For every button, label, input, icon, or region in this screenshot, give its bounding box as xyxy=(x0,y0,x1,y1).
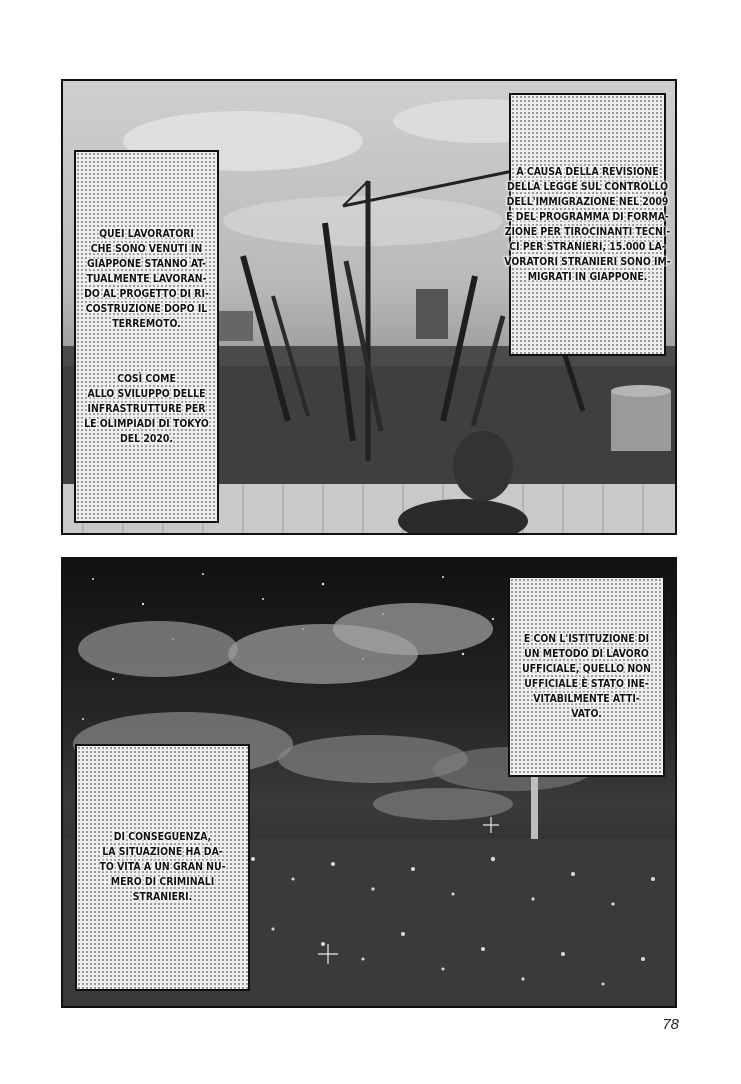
caption-immigration-law-text: A CAUSA DELLA REVISIONE DELLA LEGGE SUL CONTROLLO DELL'IMMIGRAZIONE NEL 2009 E DEL PROGRAMMA DI FORMA- ZIONE PER TIROCINANTI TECNI- CI PER STRANIERI, 15.000 LA- VORATORI STRANIERI SONO IM- MIGRATI IN GIAPPONE. xyxy=(504,165,671,283)
panel-night-city xyxy=(61,557,677,1008)
caption-official-method xyxy=(508,576,665,777)
caption-foreign-criminals xyxy=(75,744,250,991)
caption-foreign-criminals-text: DI CONSEGUENZA, LA SITUAZIONE HA DA- TO VITA A UN GRAN NU- MERO DI CRIMINALI STRANIERI. xyxy=(99,831,226,903)
caption-immigration-law xyxy=(504,93,671,356)
caption-official-method-text: E CON L'ISTITUZIONE DI UN METODO DI LAVORO UFFICIALE, QUELLO NON UFFICIALE È STATO INE- VITABILMENTE ATTI- VATO. xyxy=(522,632,651,720)
panel-construction-site xyxy=(61,79,677,535)
caption-workers-reconstruction-text: QUEI LAVORATORI CHE SONO VENUTI IN GIAPPONE STANNO AT- TUALMENTE LAVORAN- DO AL PROGETTO DI RI- COSTRUZIONE DOPO IL TERREMOTO. COSÌ COME ALLO SVILUPPO DELLE INFRASTRUTTURE PER LE OLIMPIADI DI TOKYO DEL 2020. xyxy=(84,227,209,445)
page-number: 78 xyxy=(662,1016,679,1033)
caption-workers-reconstruction xyxy=(74,150,219,523)
